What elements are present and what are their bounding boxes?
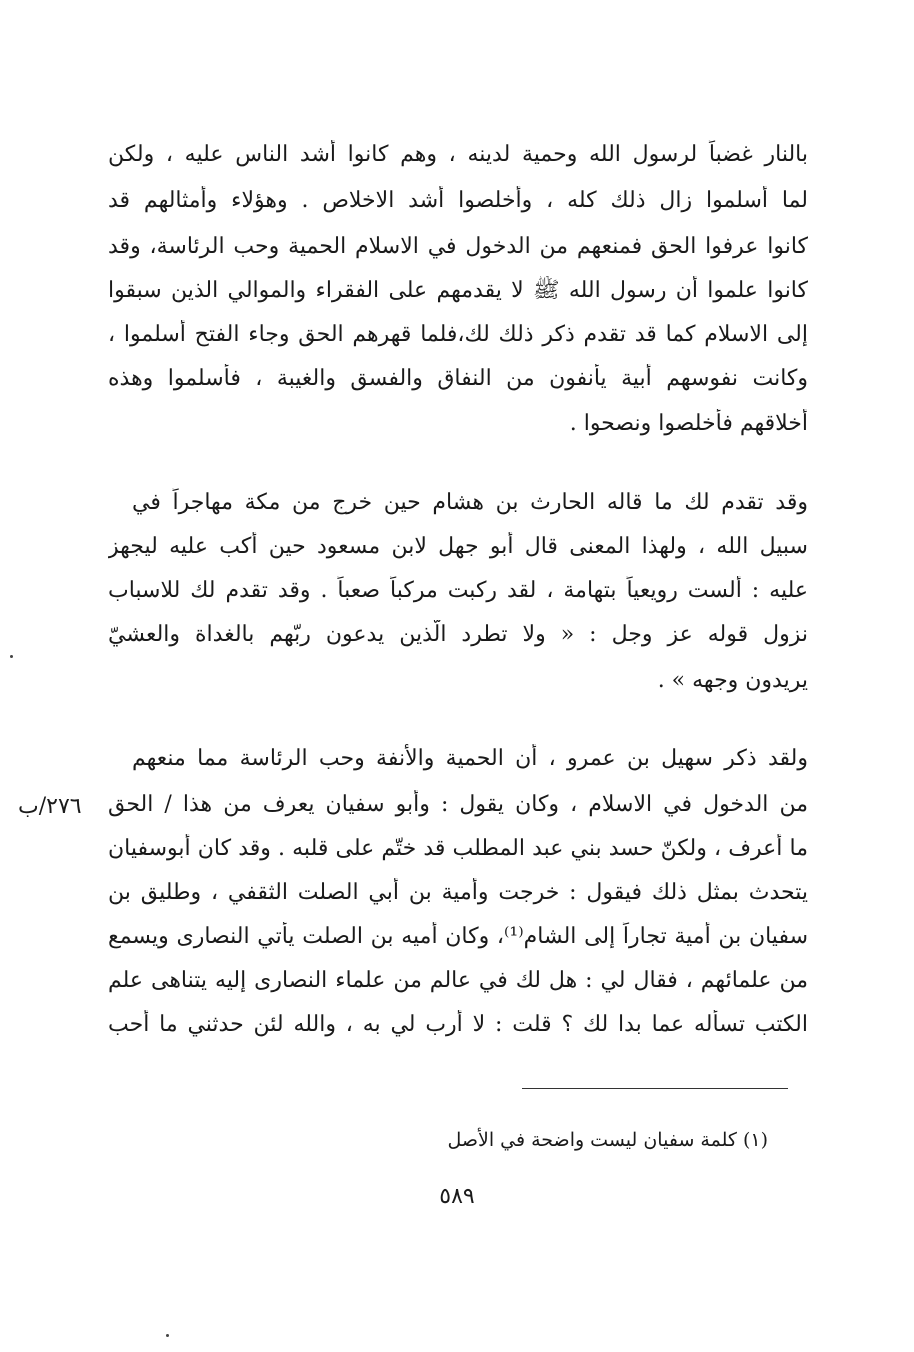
footnote-separator (522, 1088, 788, 1089)
page-number: ٥٨٩ (439, 1184, 475, 1209)
text-line: عليه : ألست رويعياً بتهامة ، لقد ركبت مركباً صعباً . وقد تقدم لك للاسباب (108, 578, 808, 603)
text-line: الكتب تسأله عما بدا لك ؟ قلت : لا أرب لي به ، والله لئن حدثني ما أحب (108, 1012, 808, 1037)
text-line: إلى الاسلام كما قد تقدم ذكر ذلك لك،فلما قهرهم الحق وجاء الفتح أسلموا ، (108, 322, 808, 347)
text-line: نزول قوله عز وجل : « ولا تطرد الّذين يدعون ربّهم بالغداة والعشيّ (108, 622, 808, 647)
text-line: بالنار غضباً لرسول الله وحمية لدينه ، وهم كانوا أشد الناس عليه ، ولكن (108, 142, 808, 167)
text-line: كانوا علموا أن رسول الله ﷺ لا يقدمهم على الفقراء والموالي الذين سبقوا (108, 278, 808, 303)
scan-speck (10, 655, 13, 658)
text-line: لما أسلموا زال ذلك كله ، وأخلصوا أشد الاخلاص . وهؤلاء وأمثالهم قد (108, 188, 808, 213)
text-line: ما أعرف ، ولكنّ حسد بني عبد المطلب قد ختّم على قلبه . وقد كان أبوسفيان (108, 836, 808, 861)
text-line: كانوا عرفوا الحق فمنعهم من الدخول في الاسلام الحمية وحب الرئاسة، وقد (108, 234, 808, 259)
text-line: سفيان بن أمية تجاراً إلى الشام⁽¹⁾، وكان أميه بن الصلت يأتي النصارى ويسمع (108, 924, 808, 949)
footnote: (١) كلمة سفيان ليست واضحة في الأصل (447, 1129, 768, 1151)
text-line: من علمائهم ، فقال لي : هل لك في عالم من علماء النصارى إليه يتناهى علم (108, 968, 808, 993)
text-line: من الدخول في الاسلام ، وكان يقول : وأبو سفيان يعرف من هذا / الحق (108, 792, 808, 817)
text-line: وقد تقدم لك ما قاله الحارث بن هشام حين خرج من مكة مهاجراً في (132, 490, 808, 515)
text-line: سبيل الله ، ولهذا المعنى قال أبو جهل لابن مسعود حين أكب عليه ليجهز (108, 534, 808, 559)
text-line: وكانت نفوسهم أبية يأنفون من النفاق والفسق والغيبة ، فأسلموا وهذه (108, 366, 808, 391)
text-line: ولقد ذكر سهيل بن عمرو ، أن الحمية والأنفة وحب الرئاسة مما منعهم (132, 746, 808, 771)
text-line: أخلاقهم فأخلصوا ونصحوا . (569, 411, 808, 436)
text-line: يريدون وجهه » . (657, 668, 808, 693)
scan-speck (166, 1334, 169, 1337)
marginal-folio-note: ٢٧٦/ب (18, 794, 82, 819)
text-line: يتحدث بمثل ذلك فيقول : خرجت وأمية بن أبي الصلت الثقفي ، وطليق بن (108, 880, 808, 905)
